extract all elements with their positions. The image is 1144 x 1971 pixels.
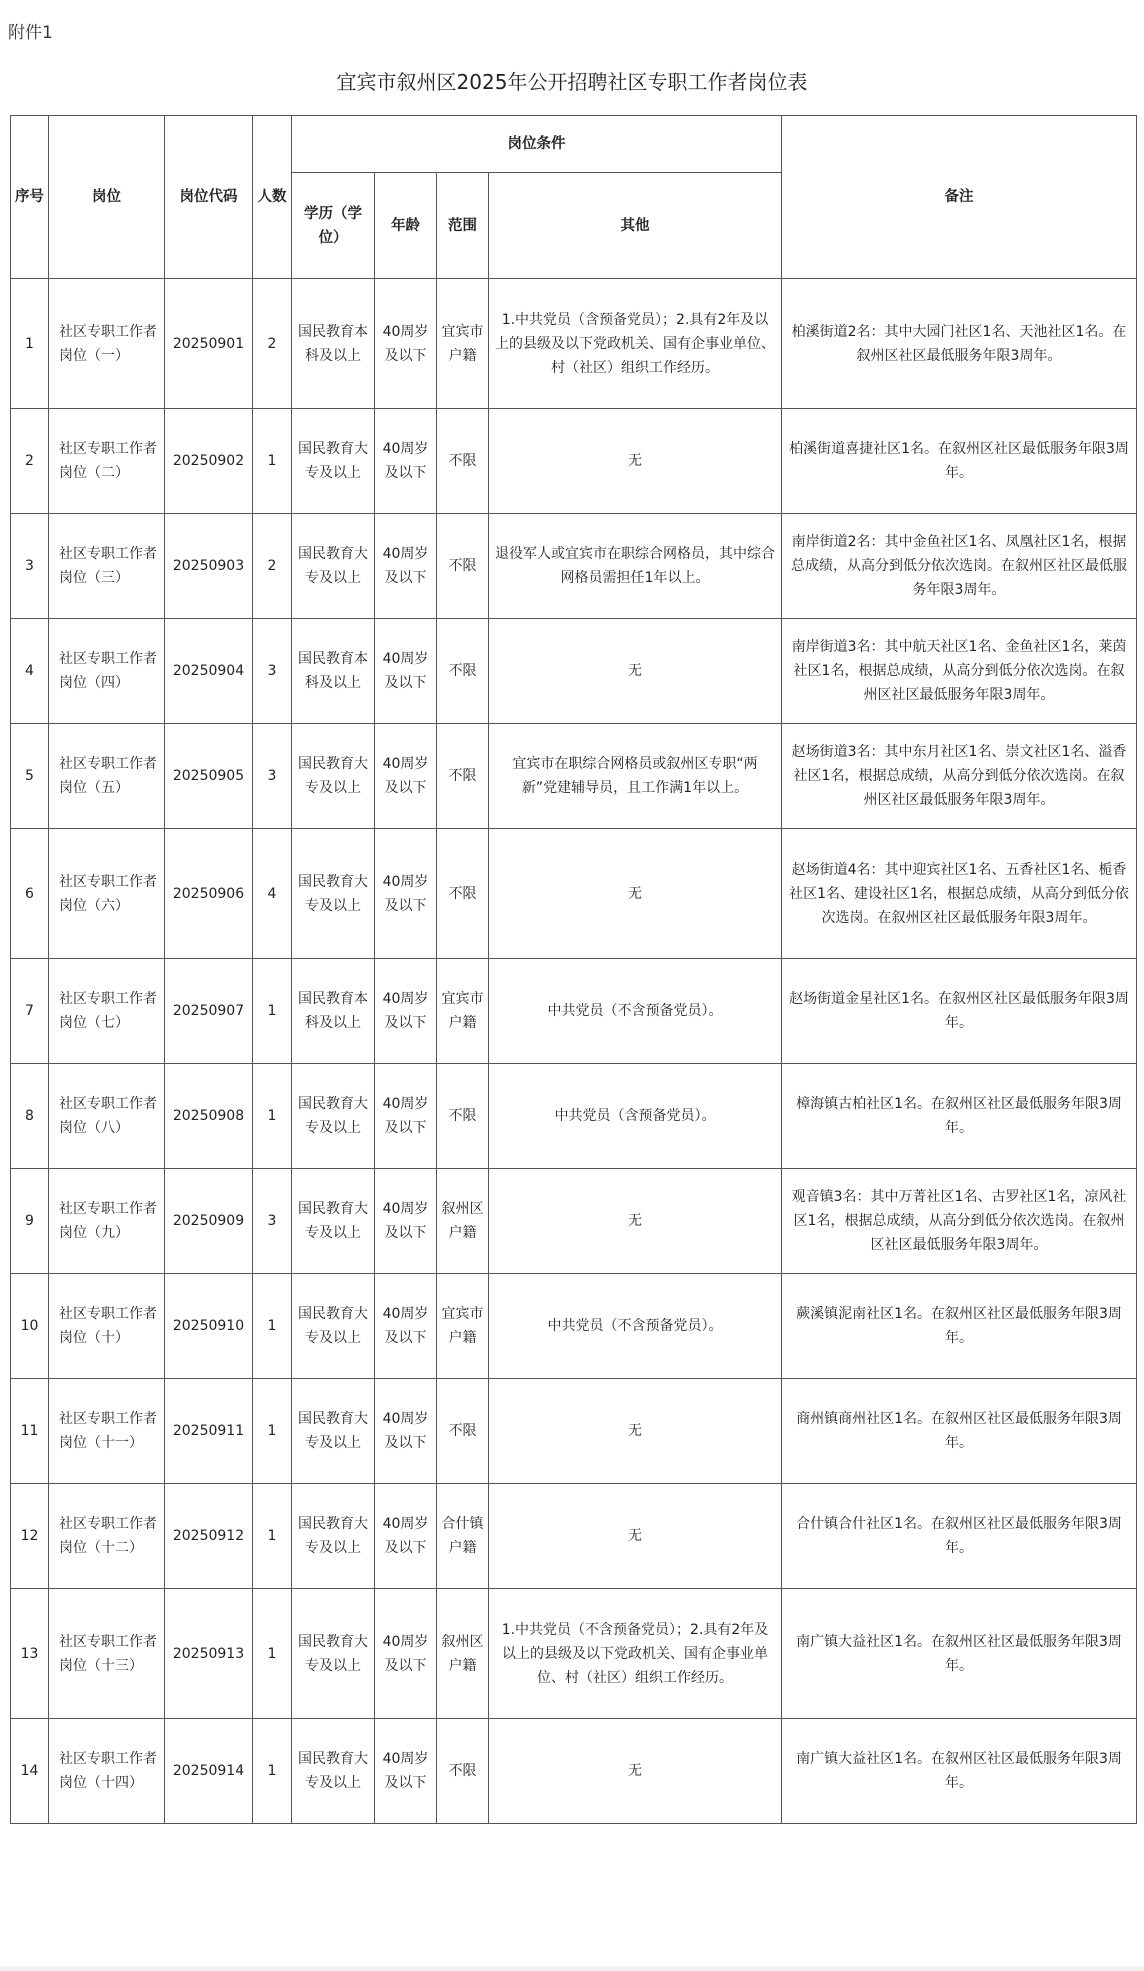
header-row-1: [11, 116, 1137, 173]
cell-education: 国民教育大专及以上: [292, 514, 375, 619]
cell-seq: 5: [11, 724, 49, 829]
cell-age: 40周岁及以下: [375, 1274, 437, 1379]
cell-count: 1: [253, 1379, 292, 1484]
cell-count: 1: [253, 1484, 292, 1589]
cell-scope: 不限: [437, 1719, 489, 1824]
cell-education: 国民教育大专及以上: [292, 1589, 375, 1719]
cell-seq: 10: [11, 1274, 49, 1379]
table-row: [11, 1169, 1137, 1274]
cell-code: 20250905: [165, 724, 253, 829]
cell-education: 国民教育大专及以上: [292, 1379, 375, 1484]
cell-other: 1.中共党员（不含预备党员）；2.具有2年及以上的县级及以下党政机关、国有企事业单位、村（社区）组织工作经历。: [489, 1589, 782, 1719]
cell-age: 40周岁及以下: [375, 1719, 437, 1824]
header-other: 其他: [489, 173, 782, 279]
cell-scope: 不限: [437, 724, 489, 829]
cell-code: 20250904: [165, 619, 253, 724]
page-title: 宜宾市叙州区2025年公开招聘社区专职工作者岗位表: [336, 70, 808, 94]
cell-scope: 宜宾市户籍: [437, 1274, 489, 1379]
cell-scope: 不限: [437, 514, 489, 619]
cell-position: 社区专职工作者岗位（八）: [49, 1064, 165, 1169]
cell-education: 国民教育大专及以上: [292, 1719, 375, 1824]
cell-seq: 2: [11, 409, 49, 514]
cell-scope: 不限: [437, 1379, 489, 1484]
cell-other: 1.中共党员（含预备党员）；2.具有2年及以上的县级及以下党政机关、国有企事业单位、村（社区）组织工作经历。: [489, 279, 782, 409]
cell-code: 20250902: [165, 409, 253, 514]
cell-education: 国民教育大专及以上: [292, 724, 375, 829]
cell-remarks: 柏溪街道2名：其中大园门社区1名、天池社区1名。在叙州区社区最低服务年限3周年。: [782, 279, 1137, 409]
cell-seq: 4: [11, 619, 49, 724]
cell-remarks: 赵场街道3名：其中东月社区1名、崇文社区1名、溢香社区1名，根据总成绩，从高分到低分依次选岗。在叙州区社区最低服务年限3周年。: [782, 724, 1137, 829]
cell-count: 1: [253, 1064, 292, 1169]
cell-count: 3: [253, 1169, 292, 1274]
cell-other: 宜宾市在职综合网格员或叙州区专职“两新”党建辅导员，且工作满1年以上。: [489, 724, 782, 829]
cell-position: 社区专职工作者岗位（六）: [49, 829, 165, 959]
cell-remarks: 南广镇大益社区1名。在叙州区社区最低服务年限3周年。: [782, 1589, 1137, 1719]
cell-other: 无: [489, 1719, 782, 1824]
cell-education: 国民教育大专及以上: [292, 409, 375, 514]
cell-remarks: 商州镇商州社区1名。在叙州区社区最低服务年限3周年。: [782, 1379, 1137, 1484]
table-row: [11, 1484, 1137, 1589]
cell-seq: 7: [11, 959, 49, 1064]
cell-education: 国民教育本科及以上: [292, 279, 375, 409]
header-position: 岗位: [49, 116, 165, 279]
cell-remarks: 南广镇大益社区1名。在叙州区社区最低服务年限3周年。: [782, 1719, 1137, 1824]
cell-education: 国民教育大专及以上: [292, 829, 375, 959]
cell-scope: 叙州区户籍: [437, 1169, 489, 1274]
cell-age: 40周岁及以下: [375, 1484, 437, 1589]
cell-position: 社区专职工作者岗位（十一）: [49, 1379, 165, 1484]
cell-count: 3: [253, 724, 292, 829]
cell-count: 1: [253, 1719, 292, 1824]
cell-education: 国民教育本科及以上: [292, 619, 375, 724]
cell-other: 无: [489, 1169, 782, 1274]
cell-remarks: 柏溪街道喜捷社区1名。在叙州区社区最低服务年限3周年。: [782, 409, 1137, 514]
cell-count: 1: [253, 1274, 292, 1379]
cell-count: 2: [253, 514, 292, 619]
table-row: [11, 1379, 1137, 1484]
cell-code: 20250911: [165, 1379, 253, 1484]
cell-seq: 13: [11, 1589, 49, 1719]
header-conditions: 岗位条件: [292, 116, 782, 173]
cell-education: 国民教育大专及以上: [292, 1484, 375, 1589]
table-row: [11, 1064, 1137, 1169]
cell-position: 社区专职工作者岗位（三）: [49, 514, 165, 619]
cell-count: 4: [253, 829, 292, 959]
cell-other: 退役军人或宜宾市在职综合网格员，其中综合网格员需担任1年以上。: [489, 514, 782, 619]
cell-other: 无: [489, 829, 782, 959]
cell-position: 社区专职工作者岗位（十）: [49, 1274, 165, 1379]
cell-count: 1: [253, 959, 292, 1064]
cell-position: 社区专职工作者岗位（十四）: [49, 1719, 165, 1824]
cell-code: 20250913: [165, 1589, 253, 1719]
cell-code: 20250908: [165, 1064, 253, 1169]
cell-count: 1: [253, 409, 292, 514]
table-row: [11, 619, 1137, 724]
cell-age: 40周岁及以下: [375, 724, 437, 829]
cell-age: 40周岁及以下: [375, 1064, 437, 1169]
cell-education: 国民教育大专及以上: [292, 1064, 375, 1169]
cell-seq: 1: [11, 279, 49, 409]
cell-other: 无: [489, 1484, 782, 1589]
table-row: [11, 1719, 1137, 1824]
cell-scope: 叙州区户籍: [437, 1589, 489, 1719]
cell-other: 中共党员（不含预备党员）。: [489, 959, 782, 1064]
cell-age: 40周岁及以下: [375, 279, 437, 409]
cell-remarks: 南岸街道3名：其中航天社区1名、金鱼社区1名，莱茵社区1名，根据总成绩，从高分到低分依次选岗。在叙州区社区最低服务年限3周年。: [782, 619, 1137, 724]
cell-scope: 不限: [437, 409, 489, 514]
cell-position: 社区专职工作者岗位（十三）: [49, 1589, 165, 1719]
table-row: [11, 724, 1137, 829]
cell-remarks: 合什镇合什社区1名。在叙州区社区最低服务年限3周年。: [782, 1484, 1137, 1589]
cell-seq: 9: [11, 1169, 49, 1274]
cell-position: 社区专职工作者岗位（五）: [49, 724, 165, 829]
positions-table: [10, 115, 1137, 1824]
header-scope: 范围: [437, 173, 489, 279]
cell-remarks: 赵场街道4名：其中迎宾社区1名、五香社区1名、栀香社区1名、建设社区1名，根据总成绩，从高分到低分依次选岗。在叙州区社区最低服务年限3周年。: [782, 829, 1137, 959]
cell-scope: 宜宾市户籍: [437, 279, 489, 409]
cell-position: 社区专职工作者岗位（七）: [49, 959, 165, 1064]
cell-scope: 合什镇户籍: [437, 1484, 489, 1589]
cell-code: 20250901: [165, 279, 253, 409]
cell-age: 40周岁及以下: [375, 959, 437, 1064]
cell-remarks: 樟海镇古柏社区1名。在叙州区社区最低服务年限3周年。: [782, 1064, 1137, 1169]
cell-age: 40周岁及以下: [375, 619, 437, 724]
header-remarks: 备注: [782, 116, 1137, 279]
table-row: [11, 514, 1137, 619]
cell-education: 国民教育大专及以上: [292, 1169, 375, 1274]
table-row: [11, 1274, 1137, 1379]
cell-code: 20250909: [165, 1169, 253, 1274]
cell-position: 社区专职工作者岗位（九）: [49, 1169, 165, 1274]
cell-scope: 不限: [437, 1064, 489, 1169]
attachment-label: 附件1: [8, 23, 53, 43]
header-education: 学历（学位）: [292, 173, 375, 279]
cell-scope: 不限: [437, 829, 489, 959]
cell-remarks: 南岸街道2名：其中金鱼社区1名、凤凰社区1名，根据总成绩，从高分到低分依次选岗。在叙州区社区最低服务年限3周年。: [782, 514, 1137, 619]
cell-age: 40周岁及以下: [375, 1589, 437, 1719]
cell-other: 中共党员（含预备党员）。: [489, 1064, 782, 1169]
table-row: [11, 1589, 1137, 1719]
cell-code: 20250903: [165, 514, 253, 619]
cell-position: 社区专职工作者岗位（四）: [49, 619, 165, 724]
cell-code: 20250906: [165, 829, 253, 959]
cell-position: 社区专职工作者岗位（二）: [49, 409, 165, 514]
cell-scope: 宜宾市户籍: [437, 959, 489, 1064]
table-row: [11, 959, 1137, 1064]
cell-remarks: 观音镇3名：其中万菁社区1名、古罗社区1名，凉风社区1名，根据总成绩，从高分到低分依次选岗。在叙州区社区最低服务年限3周年。: [782, 1169, 1137, 1274]
cell-code: 20250912: [165, 1484, 253, 1589]
table-row: [11, 279, 1137, 409]
cell-position: 社区专职工作者岗位（一）: [49, 279, 165, 409]
cell-other: 无: [489, 409, 782, 514]
table-row: [11, 829, 1137, 959]
cell-age: 40周岁及以下: [375, 1379, 437, 1484]
cell-seq: 12: [11, 1484, 49, 1589]
table-row: [11, 409, 1137, 514]
page-bottom-edge: [0, 1966, 1144, 1971]
cell-other: 无: [489, 619, 782, 724]
cell-remarks: 赵场街道金星社区1名。在叙州区社区最低服务年限3周年。: [782, 959, 1137, 1064]
cell-remarks: 蕨溪镇泥南社区1名。在叙州区社区最低服务年限3周年。: [782, 1274, 1137, 1379]
cell-seq: 6: [11, 829, 49, 959]
header-code: 岗位代码: [165, 116, 253, 279]
cell-education: 国民教育本科及以上: [292, 959, 375, 1064]
cell-position: 社区专职工作者岗位（十二）: [49, 1484, 165, 1589]
cell-education: 国民教育大专及以上: [292, 1274, 375, 1379]
cell-seq: 11: [11, 1379, 49, 1484]
cell-seq: 8: [11, 1064, 49, 1169]
cell-other: 中共党员（不含预备党员）。: [489, 1274, 782, 1379]
cell-code: 20250907: [165, 959, 253, 1064]
cell-count: 3: [253, 619, 292, 724]
header-age: 年龄: [375, 173, 437, 279]
cell-code: 20250910: [165, 1274, 253, 1379]
header-count: 人数: [253, 116, 292, 279]
cell-scope: 不限: [437, 619, 489, 724]
cell-seq: 3: [11, 514, 49, 619]
cell-count: 1: [253, 1589, 292, 1719]
cell-age: 40周岁及以下: [375, 829, 437, 959]
cell-age: 40周岁及以下: [375, 514, 437, 619]
cell-other: 无: [489, 1379, 782, 1484]
cell-age: 40周岁及以下: [375, 1169, 437, 1274]
cell-count: 2: [253, 279, 292, 409]
cell-age: 40周岁及以下: [375, 409, 437, 514]
header-seq: 序号: [11, 116, 49, 279]
cell-seq: 14: [11, 1719, 49, 1824]
cell-code: 20250914: [165, 1719, 253, 1824]
